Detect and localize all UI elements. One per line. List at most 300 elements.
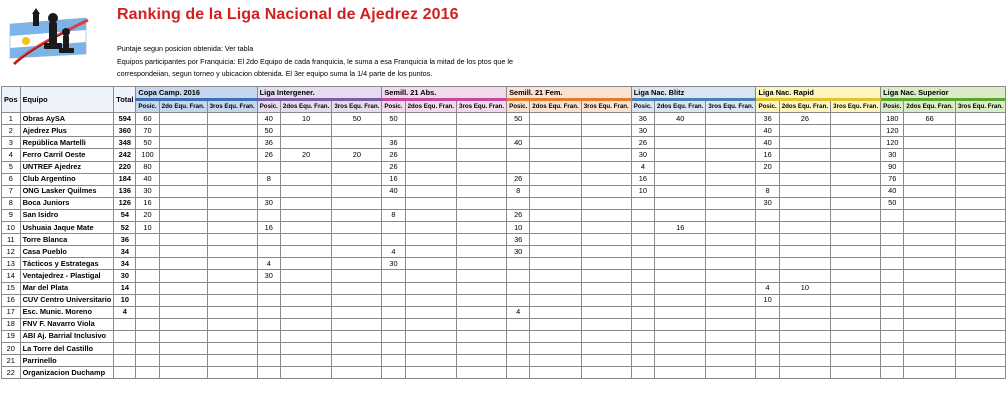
score-cell bbox=[332, 173, 382, 185]
position-cell: 2 bbox=[2, 125, 21, 137]
score-cell bbox=[904, 197, 955, 209]
score-cell: 10 bbox=[507, 222, 530, 234]
score-cell bbox=[207, 282, 257, 294]
score-cell bbox=[507, 197, 530, 209]
score-cell bbox=[257, 185, 280, 197]
score-cell bbox=[706, 246, 756, 258]
table-row bbox=[2, 294, 1006, 306]
score-cell bbox=[507, 342, 530, 354]
score-cell bbox=[904, 367, 955, 379]
score-cell bbox=[631, 246, 654, 258]
score-cell bbox=[655, 367, 706, 379]
score-cell bbox=[955, 306, 1005, 318]
table-row bbox=[2, 318, 1006, 330]
team-cell: Casa Pueblo bbox=[20, 246, 114, 258]
score-cell bbox=[706, 318, 756, 330]
score-cell: 120 bbox=[881, 137, 904, 149]
score-cell bbox=[779, 125, 830, 137]
score-cell bbox=[382, 355, 405, 367]
score-cell: 10 bbox=[779, 282, 830, 294]
score-cell bbox=[779, 270, 830, 282]
score-cell bbox=[207, 173, 257, 185]
score-cell bbox=[405, 294, 456, 306]
score-cell bbox=[581, 125, 631, 137]
score-cell: 4 bbox=[257, 258, 280, 270]
score-cell bbox=[706, 185, 756, 197]
score-cell bbox=[382, 222, 405, 234]
score-cell bbox=[831, 149, 881, 161]
score-cell bbox=[280, 282, 331, 294]
score-cell bbox=[530, 294, 581, 306]
sub-header-row bbox=[2, 100, 1006, 113]
score-cell bbox=[779, 222, 830, 234]
score-cell: 26 bbox=[257, 149, 280, 161]
score-cell bbox=[280, 270, 331, 282]
score-cell: 30 bbox=[756, 197, 779, 209]
score-cell bbox=[280, 318, 331, 330]
score-cell bbox=[530, 173, 581, 185]
score-cell: 10 bbox=[280, 113, 331, 125]
score-cell bbox=[405, 185, 456, 197]
score-cell bbox=[581, 270, 631, 282]
score-cell bbox=[779, 149, 830, 161]
score-cell bbox=[779, 173, 830, 185]
score-cell bbox=[904, 161, 955, 173]
score-cell bbox=[382, 125, 405, 137]
score-cell bbox=[706, 137, 756, 149]
score-cell bbox=[881, 306, 904, 318]
score-cell bbox=[955, 330, 1005, 342]
ranking-table bbox=[1, 86, 1006, 379]
franchise-subheader: 3ros Equ. Fran. bbox=[955, 100, 1005, 113]
position-cell: 18 bbox=[2, 318, 21, 330]
franchise-subheader: 3ros Equ. Fran. bbox=[332, 100, 382, 113]
score-cell bbox=[457, 149, 507, 161]
score-cell bbox=[756, 306, 779, 318]
position-cell: 1 bbox=[2, 113, 21, 125]
position-subheader: Posic. bbox=[756, 100, 779, 113]
score-cell bbox=[881, 209, 904, 221]
score-cell bbox=[581, 355, 631, 367]
score-cell bbox=[881, 355, 904, 367]
position-subheader: Posic. bbox=[257, 100, 280, 113]
score-cell bbox=[159, 355, 207, 367]
score-cell bbox=[955, 318, 1005, 330]
score-cell bbox=[756, 246, 779, 258]
score-cell bbox=[530, 282, 581, 294]
score-cell bbox=[581, 222, 631, 234]
score-cell bbox=[756, 173, 779, 185]
total-cell bbox=[114, 355, 136, 367]
score-cell bbox=[136, 282, 159, 294]
position-cell: 5 bbox=[2, 161, 21, 173]
score-cell bbox=[831, 306, 881, 318]
score-cell bbox=[706, 209, 756, 221]
score-cell bbox=[779, 367, 830, 379]
score-cell bbox=[280, 197, 331, 209]
score-cell: 40 bbox=[756, 125, 779, 137]
score-cell bbox=[159, 258, 207, 270]
score-cell: 20 bbox=[136, 209, 159, 221]
score-cell bbox=[207, 330, 257, 342]
score-cell bbox=[631, 367, 654, 379]
score-cell: 36 bbox=[257, 137, 280, 149]
team-header: Equipo bbox=[20, 87, 114, 113]
score-cell bbox=[881, 318, 904, 330]
score-cell bbox=[207, 149, 257, 161]
score-cell: 180 bbox=[881, 113, 904, 125]
score-cell bbox=[831, 137, 881, 149]
score-cell bbox=[955, 113, 1005, 125]
score-cell bbox=[207, 137, 257, 149]
score-cell bbox=[280, 137, 331, 149]
score-cell bbox=[280, 222, 331, 234]
table-row bbox=[2, 234, 1006, 246]
score-cell bbox=[581, 246, 631, 258]
score-cell bbox=[655, 318, 706, 330]
score-cell bbox=[904, 282, 955, 294]
score-cell bbox=[955, 258, 1005, 270]
score-cell bbox=[257, 342, 280, 354]
score-cell bbox=[581, 209, 631, 221]
score-cell bbox=[507, 367, 530, 379]
table-row bbox=[2, 113, 1006, 125]
score-cell bbox=[581, 185, 631, 197]
total-cell bbox=[114, 318, 136, 330]
score-cell bbox=[207, 125, 257, 137]
position-subheader: Posic. bbox=[507, 100, 530, 113]
total-cell: 220 bbox=[114, 161, 136, 173]
score-cell: 50 bbox=[136, 137, 159, 149]
score-cell bbox=[530, 209, 581, 221]
table-row bbox=[2, 125, 1006, 137]
score-cell bbox=[904, 234, 955, 246]
score-cell bbox=[955, 209, 1005, 221]
table-row bbox=[2, 137, 1006, 149]
score-cell: 40 bbox=[507, 137, 530, 149]
position-cell: 6 bbox=[2, 173, 21, 185]
team-cell: Obras AySA bbox=[20, 113, 114, 125]
score-cell bbox=[581, 258, 631, 270]
score-cell bbox=[904, 355, 955, 367]
score-cell bbox=[405, 234, 456, 246]
franchise-subheader: 3ros Equ. Fran. bbox=[831, 100, 881, 113]
score-cell bbox=[257, 367, 280, 379]
score-cell bbox=[457, 137, 507, 149]
score-cell bbox=[831, 125, 881, 137]
score-cell: 10 bbox=[631, 185, 654, 197]
score-cell bbox=[280, 330, 331, 342]
score-cell bbox=[581, 282, 631, 294]
score-cell bbox=[530, 149, 581, 161]
position-cell: 12 bbox=[2, 246, 21, 258]
score-cell bbox=[530, 270, 581, 282]
franchise-subheader: 3ros Equ. Fran. bbox=[457, 100, 507, 113]
table-row bbox=[2, 161, 1006, 173]
score-cell: 16 bbox=[631, 173, 654, 185]
score-cell bbox=[332, 294, 382, 306]
score-cell bbox=[382, 282, 405, 294]
score-cell bbox=[332, 330, 382, 342]
score-cell bbox=[159, 161, 207, 173]
score-cell: 16 bbox=[756, 149, 779, 161]
score-cell bbox=[207, 161, 257, 173]
score-cell bbox=[831, 294, 881, 306]
score-cell bbox=[405, 209, 456, 221]
score-cell bbox=[756, 367, 779, 379]
score-cell bbox=[756, 258, 779, 270]
total-cell: 184 bbox=[114, 173, 136, 185]
score-cell bbox=[904, 306, 955, 318]
score-cell bbox=[831, 173, 881, 185]
total-cell: 10 bbox=[114, 294, 136, 306]
score-cell bbox=[257, 282, 280, 294]
score-cell bbox=[280, 173, 331, 185]
score-cell bbox=[955, 149, 1005, 161]
score-cell bbox=[405, 173, 456, 185]
table-row bbox=[2, 173, 1006, 185]
score-cell bbox=[207, 367, 257, 379]
team-cell: Club Argentino bbox=[20, 173, 114, 185]
score-cell bbox=[779, 161, 830, 173]
score-cell: 4 bbox=[382, 246, 405, 258]
score-cell bbox=[904, 258, 955, 270]
score-cell bbox=[457, 246, 507, 258]
score-cell bbox=[159, 294, 207, 306]
score-cell bbox=[955, 222, 1005, 234]
score-cell: 36 bbox=[631, 113, 654, 125]
score-cell bbox=[507, 318, 530, 330]
score-cell bbox=[159, 342, 207, 354]
score-cell: 16 bbox=[257, 222, 280, 234]
score-cell: 30 bbox=[136, 185, 159, 197]
score-cell bbox=[631, 342, 654, 354]
score-cell bbox=[530, 222, 581, 234]
score-cell bbox=[332, 342, 382, 354]
score-cell bbox=[955, 246, 1005, 258]
score-cell bbox=[904, 137, 955, 149]
score-cell bbox=[831, 209, 881, 221]
score-cell bbox=[332, 197, 382, 209]
score-cell: 4 bbox=[756, 282, 779, 294]
score-cell bbox=[904, 222, 955, 234]
score-cell bbox=[530, 125, 581, 137]
score-cell bbox=[779, 342, 830, 354]
table-row bbox=[2, 367, 1006, 379]
score-cell bbox=[382, 270, 405, 282]
team-cell: Ferro Carril Oeste bbox=[20, 149, 114, 161]
score-cell bbox=[207, 246, 257, 258]
score-cell bbox=[405, 113, 456, 125]
score-cell bbox=[655, 355, 706, 367]
score-cell bbox=[257, 355, 280, 367]
score-cell bbox=[332, 355, 382, 367]
score-cell bbox=[332, 367, 382, 379]
franchise-subheader: 2dos Equ. Fran. bbox=[904, 100, 955, 113]
score-cell bbox=[955, 270, 1005, 282]
position-cell: 14 bbox=[2, 270, 21, 282]
score-cell bbox=[779, 197, 830, 209]
score-cell bbox=[280, 185, 331, 197]
franchise-subheader: 3ros Equ. Fran. bbox=[581, 100, 631, 113]
position-subheader: Posic. bbox=[136, 100, 159, 113]
score-cell: 30 bbox=[881, 149, 904, 161]
score-cell bbox=[779, 209, 830, 221]
score-cell: 4 bbox=[507, 306, 530, 318]
score-cell bbox=[457, 234, 507, 246]
score-cell bbox=[457, 294, 507, 306]
score-cell bbox=[706, 113, 756, 125]
score-cell bbox=[405, 306, 456, 318]
score-cell bbox=[955, 161, 1005, 173]
tournament-header: Copa Camp. 2016 bbox=[136, 87, 257, 100]
score-cell bbox=[457, 342, 507, 354]
score-cell bbox=[405, 367, 456, 379]
score-cell: 8 bbox=[756, 185, 779, 197]
team-cell: Organizacion Duchamp bbox=[20, 367, 114, 379]
team-cell: Mar del Plata bbox=[20, 282, 114, 294]
score-cell bbox=[904, 246, 955, 258]
score-cell bbox=[207, 197, 257, 209]
score-cell bbox=[831, 234, 881, 246]
score-cell bbox=[332, 246, 382, 258]
total-cell: 34 bbox=[114, 258, 136, 270]
score-cell: 70 bbox=[136, 125, 159, 137]
score-cell bbox=[581, 318, 631, 330]
score-cell bbox=[706, 342, 756, 354]
score-cell bbox=[530, 318, 581, 330]
score-cell: 120 bbox=[881, 125, 904, 137]
score-cell bbox=[159, 125, 207, 137]
score-cell bbox=[655, 330, 706, 342]
score-cell bbox=[881, 330, 904, 342]
score-cell bbox=[457, 209, 507, 221]
score-cell bbox=[530, 185, 581, 197]
score-cell bbox=[706, 234, 756, 246]
franchise-subheader: 2dos Equ. Fran. bbox=[530, 100, 581, 113]
score-cell bbox=[207, 294, 257, 306]
score-cell: 26 bbox=[382, 149, 405, 161]
score-cell: 10 bbox=[136, 222, 159, 234]
score-cell bbox=[706, 149, 756, 161]
score-cell bbox=[831, 330, 881, 342]
score-cell bbox=[207, 306, 257, 318]
score-cell bbox=[831, 355, 881, 367]
score-cell bbox=[530, 197, 581, 209]
tournament-header: Semill. 21 Fem. bbox=[507, 87, 632, 100]
score-cell bbox=[706, 367, 756, 379]
score-cell: 30 bbox=[257, 197, 280, 209]
score-cell bbox=[507, 330, 530, 342]
score-cell bbox=[706, 125, 756, 137]
team-cell: FNV F. Navarro Viola bbox=[20, 318, 114, 330]
score-cell bbox=[457, 173, 507, 185]
score-cell bbox=[332, 222, 382, 234]
score-cell bbox=[457, 125, 507, 137]
score-cell: 100 bbox=[136, 149, 159, 161]
score-cell bbox=[581, 113, 631, 125]
score-cell: 40 bbox=[257, 113, 280, 125]
team-cell: UNTREF Ajedrez bbox=[20, 161, 114, 173]
score-cell: 16 bbox=[655, 222, 706, 234]
table-row bbox=[2, 258, 1006, 270]
score-cell bbox=[405, 149, 456, 161]
position-cell: 8 bbox=[2, 197, 21, 209]
score-cell bbox=[507, 355, 530, 367]
score-cell: 26 bbox=[507, 209, 530, 221]
score-cell bbox=[779, 185, 830, 197]
score-cell bbox=[655, 149, 706, 161]
score-cell: 36 bbox=[382, 137, 405, 149]
score-cell bbox=[159, 367, 207, 379]
score-cell bbox=[159, 282, 207, 294]
score-cell bbox=[332, 282, 382, 294]
liga-logo bbox=[6, 6, 92, 72]
table-row bbox=[2, 222, 1006, 234]
score-cell bbox=[631, 330, 654, 342]
score-cell bbox=[280, 355, 331, 367]
score-cell bbox=[655, 234, 706, 246]
score-cell bbox=[631, 209, 654, 221]
score-cell bbox=[581, 330, 631, 342]
position-cell: 4 bbox=[2, 149, 21, 161]
team-cell: Ajedrez Plus bbox=[20, 125, 114, 137]
score-cell bbox=[280, 234, 331, 246]
score-cell bbox=[382, 367, 405, 379]
score-cell bbox=[655, 270, 706, 282]
score-cell bbox=[332, 306, 382, 318]
score-cell bbox=[136, 318, 159, 330]
score-cell bbox=[159, 113, 207, 125]
score-cell bbox=[831, 270, 881, 282]
score-cell: 30 bbox=[631, 125, 654, 137]
score-cell bbox=[706, 306, 756, 318]
score-cell bbox=[904, 173, 955, 185]
team-cell: Tácticos y Estrategas bbox=[20, 258, 114, 270]
table-row bbox=[2, 270, 1006, 282]
score-cell bbox=[405, 137, 456, 149]
team-cell: Ventajedrez - Plastigal bbox=[20, 270, 114, 282]
score-cell bbox=[457, 330, 507, 342]
score-cell bbox=[405, 355, 456, 367]
table-row bbox=[2, 306, 1006, 318]
score-cell bbox=[631, 258, 654, 270]
score-cell: 40 bbox=[382, 185, 405, 197]
score-cell bbox=[207, 270, 257, 282]
note-line: Puntaje segun posicion obtenida: Ver tabla bbox=[117, 44, 254, 53]
team-cell: ONG Lasker Quilmes bbox=[20, 185, 114, 197]
score-cell bbox=[581, 367, 631, 379]
score-cell: 50 bbox=[257, 125, 280, 137]
score-cell bbox=[904, 209, 955, 221]
page-title: Ranking de la Liga Nacional de Ajedrez 2016 bbox=[117, 6, 459, 23]
score-cell bbox=[136, 367, 159, 379]
score-cell bbox=[955, 173, 1005, 185]
score-cell bbox=[332, 137, 382, 149]
score-cell bbox=[159, 246, 207, 258]
score-cell bbox=[581, 197, 631, 209]
score-cell bbox=[530, 246, 581, 258]
score-cell bbox=[405, 342, 456, 354]
score-cell bbox=[831, 113, 881, 125]
score-cell: 76 bbox=[881, 173, 904, 185]
score-cell bbox=[756, 355, 779, 367]
score-cell bbox=[756, 342, 779, 354]
score-cell bbox=[779, 258, 830, 270]
score-cell bbox=[457, 197, 507, 209]
score-cell bbox=[207, 234, 257, 246]
score-cell bbox=[904, 125, 955, 137]
